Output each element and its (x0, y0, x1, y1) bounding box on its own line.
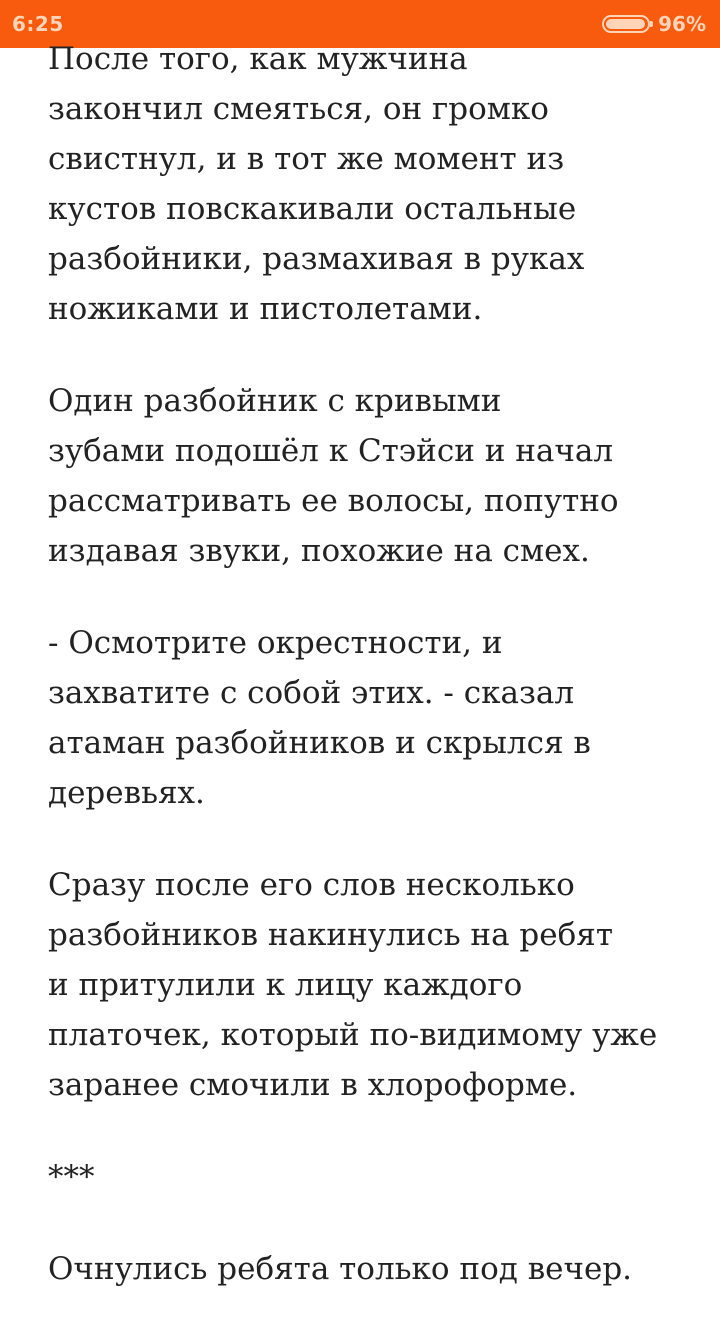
scene-break (48, 1152, 688, 1202)
battery-fill (606, 19, 644, 29)
paragraph (48, 376, 688, 576)
battery-percent: 96% (658, 12, 706, 36)
paragraph (48, 860, 688, 1110)
text-line: После того, как мужчина (48, 41, 468, 77)
paragraph (48, 1244, 688, 1294)
text-line: свистнул, и в тот же момент из (48, 141, 565, 177)
text-line: Один разбойник с кривыми (48, 383, 502, 419)
status-time: 6:25 (12, 12, 64, 36)
paragraph (48, 618, 688, 818)
text-line: Сразу после его слов несколько (48, 867, 575, 903)
text-line: заранее смочили в хлороформе. (48, 1067, 578, 1103)
reader-text (48, 34, 688, 1336)
text-line: - Осмотрите окрестности, и (48, 625, 503, 661)
text-line: зубами подошёл к Стэйси и начал (48, 433, 614, 469)
text-line: ножиками и пистолетами. (48, 291, 483, 327)
text-line: *** (48, 1159, 95, 1195)
text-line: деревьях. (48, 775, 205, 811)
text-line: разбойники, размахивая в руках (48, 241, 585, 277)
text-line: кустов повскакивали остальные (48, 191, 577, 227)
paragraph (48, 34, 688, 334)
battery-icon (602, 15, 650, 33)
text-line: закончил смеяться, он громко (48, 91, 549, 127)
text-line: Очнулись ребята только под вечер. (48, 1251, 633, 1287)
text-line: и притулили к лицу каждого (48, 967, 523, 1003)
text-line: рассматривать ее волосы, попутно (48, 483, 619, 519)
text-line: издавая звуки, похожие на смех. (48, 533, 590, 569)
text-line: захватите с собой этих. - сказал (48, 675, 575, 711)
text-line: платочек, который по-видимому уже (48, 1017, 658, 1053)
text-line: атаман разбойников и скрылся в (48, 725, 591, 761)
text-line: разбойников накинулись на ребят (48, 917, 613, 953)
status-right (602, 12, 706, 36)
